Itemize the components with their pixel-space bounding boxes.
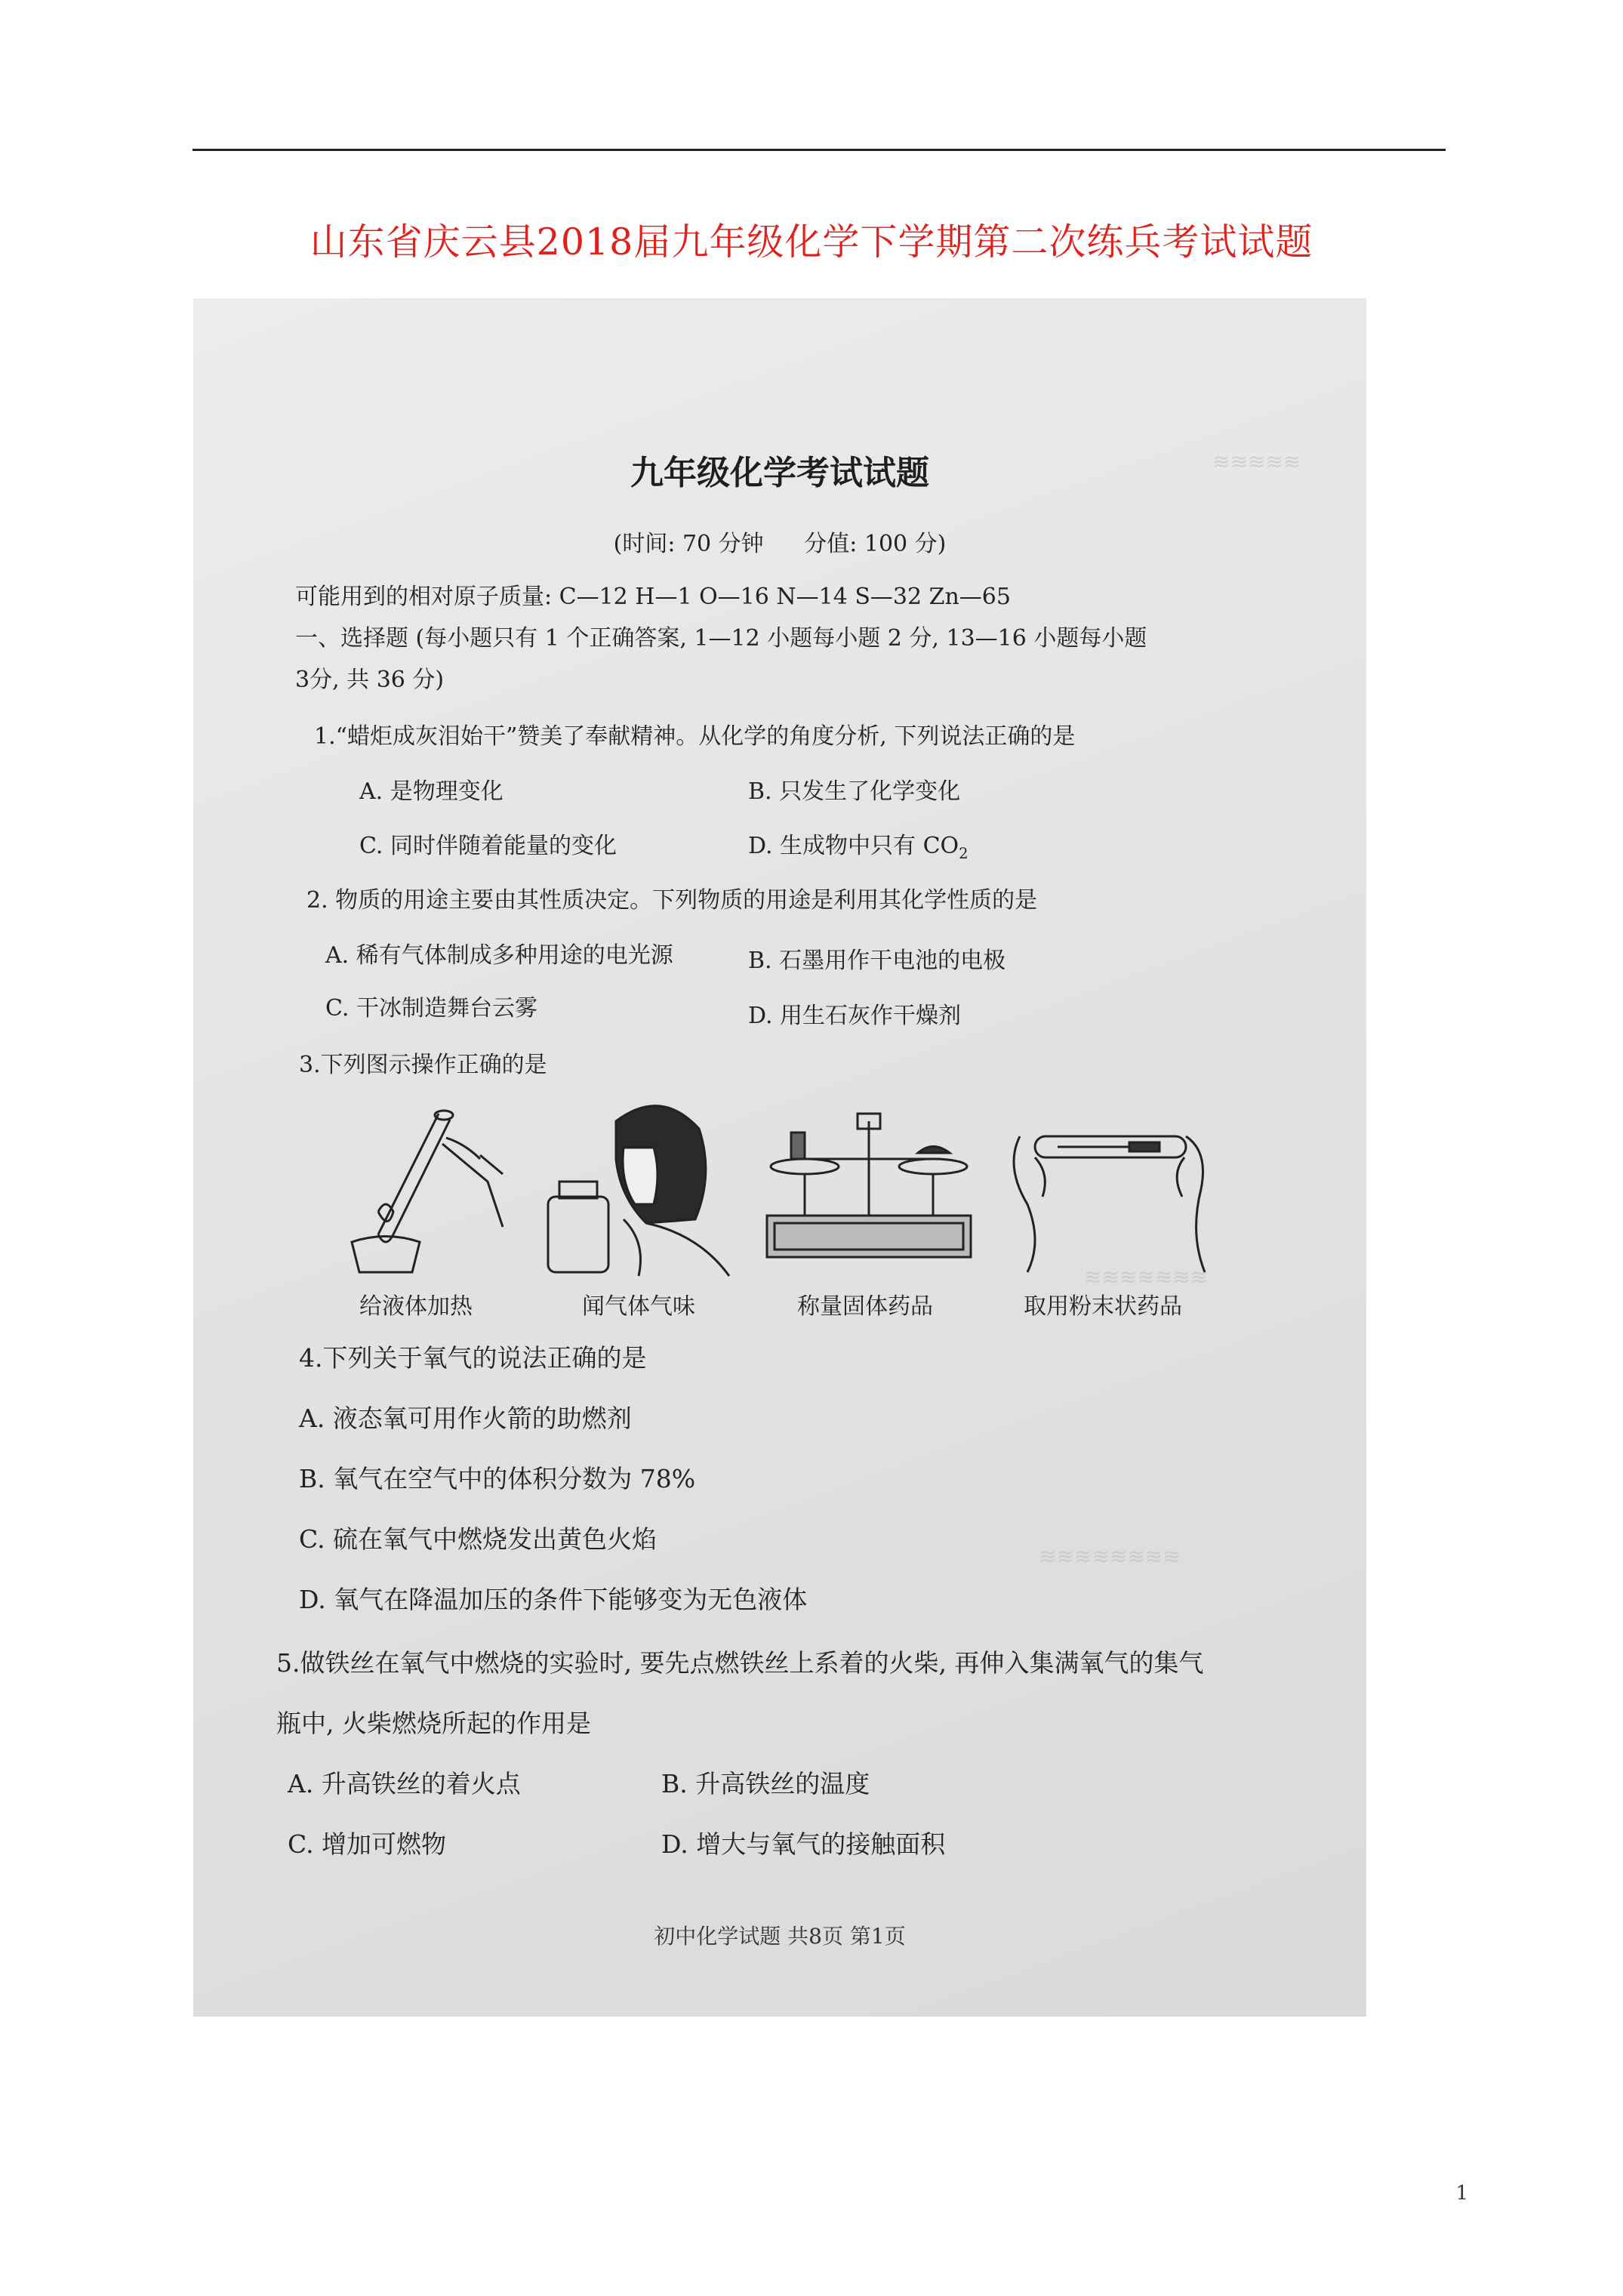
question-2-option-c: C. 干冰制造舞台云雾 (325, 995, 537, 1022)
heating-liquid-illustration (306, 1091, 525, 1280)
exam-title: 九年级化学考试试题 (630, 454, 929, 492)
question-2-option-b: B. 石墨用作干电池的电极 (748, 948, 1006, 974)
section-heading-line2: 3分, 共 36 分) (295, 667, 445, 693)
question-4-option-a: A. 液态氧可用作火箭的助燃剂 (299, 1404, 632, 1433)
bleed-through-mark: ≋≋≋≋≋≋≋≋ (1039, 1544, 1181, 1569)
question-4-stem: 4.下列关于氧气的说法正确的是 (299, 1343, 647, 1373)
question-4-option-d: D. 氧气在降温加压的条件下能够变为无色液体 (299, 1585, 808, 1614)
question-2-option-a: A. 稀有气体制成多种用途的电光源 (325, 942, 673, 969)
question-4-option-c: C. 硫在氧气中燃烧发出黄色火焰 (299, 1524, 658, 1554)
exam-page-footer: 初中化学试题 共8页 第1页 (654, 1924, 906, 1949)
question-1-option-d: D. 生成物中只有 $CO_2$ (748, 833, 969, 862)
question-1-stem: 1.“蜡炬成灰泪始干”赞美了奉献精神。从化学的角度分析, 下列说法正确的是 (314, 723, 1076, 750)
question-5-stem-line2: 瓶中, 火柴燃烧所起的作用是 (276, 1709, 591, 1738)
weighing-solid-illustration (752, 1091, 971, 1280)
caption-smelling-gas: 闻气体气味 (582, 1293, 695, 1320)
subscript: 2 (959, 845, 969, 862)
question-4-option-b: B. 氧气在空气中的体积分数为 78% (299, 1464, 696, 1493)
question-1-option-a: A. 是物理变化 (359, 778, 504, 805)
question-5-option-c: C. 增加可燃物 (288, 1829, 447, 1859)
exam-meta (193, 525, 1366, 558)
smelling-gas-illustration (533, 1091, 752, 1280)
exam-photo (193, 298, 1366, 2017)
section-heading-line1: 一、选择题 (每小题只有 1 个正确答案, 1—12 小题每小题 2 分, 13—16 小题每小题 (295, 625, 1147, 652)
caption-weighing-solid: 称量固体药品 (797, 1293, 933, 1320)
question-5-option-a: A. 升高铁丝的着火点 (288, 1769, 521, 1798)
question-5-option-d: D. 增大与氧气的接触面积 (661, 1829, 946, 1859)
question-2-stem: 2. 物质的用途主要由其性质决定。下列物质的用途是利用其化学性质的是 (306, 887, 1038, 914)
page-number: 1 (1455, 2182, 1468, 2205)
question-5-stem-line1: 5.做铁丝在氧气中燃烧的实验时, 要先点燃铁丝上系着的火柴, 再伸入集满氧气的集气 (276, 1648, 1204, 1678)
question-3-stem: 3.下列图示操作正确的是 (299, 1052, 547, 1078)
header-rule (192, 149, 1446, 151)
question-5-option-b: B. 升高铁丝的温度 (661, 1769, 870, 1798)
question-2-option-d: D. 用生石灰作干燥剂 (748, 1003, 962, 1029)
caption-heating-liquid: 给液体加热 (359, 1293, 473, 1320)
bleed-through-mark: ≋≋≋≋≋≋≋ (1084, 1265, 1209, 1290)
exam-time: (时间: 70 分钟 (613, 531, 764, 557)
document-title: 山东省庆云县2018届九年级化学下学期第二次练兵考试试题 (310, 220, 1313, 264)
question-1-option-c: C. 同时伴随着能量的变化 (359, 833, 617, 859)
bleed-through-mark: ≋≋≋≋≋ (1212, 449, 1301, 474)
question-1-option-b: B. 只发生了化学变化 (748, 778, 961, 805)
atomic-masses: 可能用到的相对原子质量: C—12 H—1 O—16 N—14 S—32 Zn—65 (295, 584, 1011, 610)
powder-reagent-illustration (997, 1091, 1216, 1280)
caption-powder-reagent: 取用粉末状药品 (1024, 1293, 1182, 1320)
exam-score: 分值: 100 分) (804, 531, 947, 557)
